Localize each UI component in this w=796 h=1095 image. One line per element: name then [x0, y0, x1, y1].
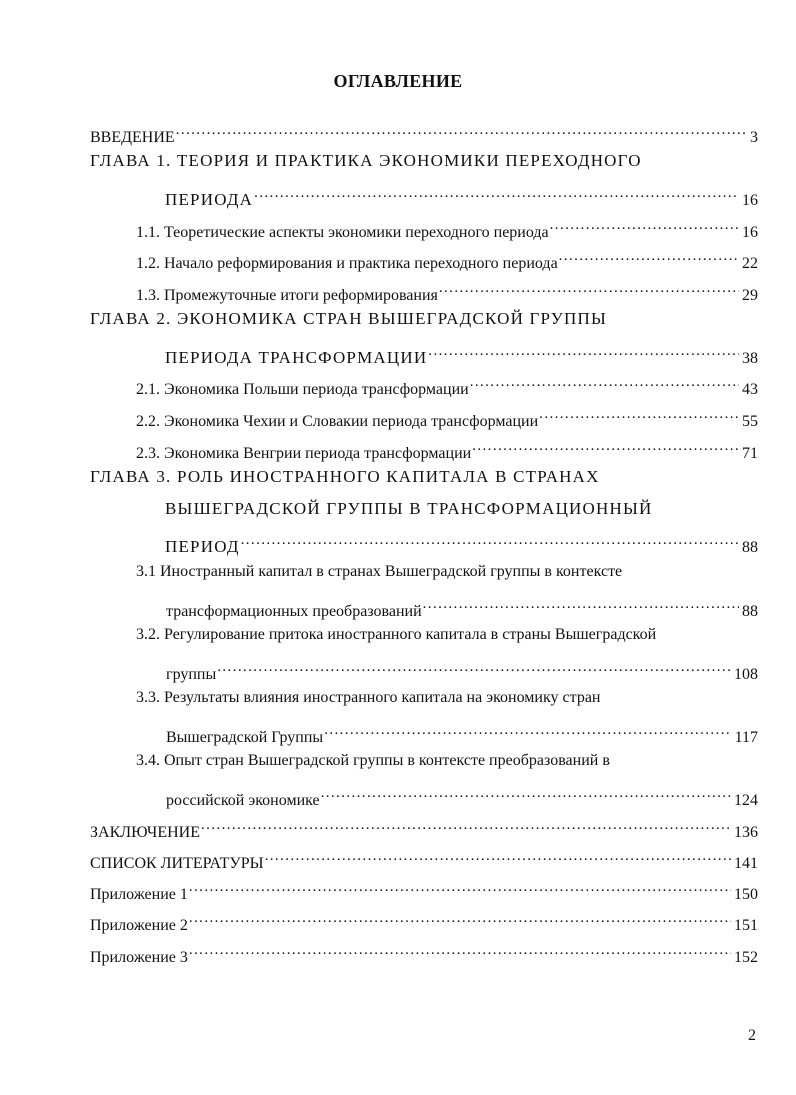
toc-page-number: 22: [742, 255, 758, 272]
toc-chapter-3-line1[interactable]: ГЛАВА 3. РОЛЬ ИНОСТРАННОГО КАПИТАЛА В СТРАНАХ: [90, 467, 600, 486]
dot-leader: [539, 402, 739, 426]
toc-chapter-1-line1[interactable]: ГЛАВА 1. ТЕОРИЯ И ПРАКТИКА ЭКОНОМИКИ ПЕРЕХОДНОГО: [90, 151, 642, 170]
dot-leader: [201, 813, 731, 837]
toc-entry-title: 2.3. Экономика Венгрии периода трансформации: [136, 445, 472, 462]
dot-leader: [470, 370, 739, 394]
toc-page-number: 117: [734, 729, 758, 746]
dot-leader: [189, 906, 731, 930]
toc-entry-title: 2.2. Экономика Чехии и Словакии периода трансформации: [136, 413, 539, 430]
toc-chapter-3[interactable]: [165, 528, 758, 556]
toc-entry-title: ПЕРИОДА ТРАНСФОРМАЦИИ: [165, 348, 428, 367]
toc-entry-conclusion[interactable]: [90, 813, 758, 841]
toc-page-number: 55: [742, 413, 758, 430]
dot-leader: [321, 781, 731, 805]
toc-page-number: 29: [742, 287, 758, 304]
toc-page-number: 16: [742, 224, 758, 241]
toc-page-number: 3: [750, 129, 758, 146]
toc-section-3-1-line1[interactable]: 3.1 Иностранный капитал в странах Вышеградской группы в контексте: [136, 563, 623, 580]
toc-page-number: 71: [742, 445, 758, 462]
toc-chapter-1[interactable]: [165, 181, 758, 209]
toc-entry-title: Приложение 3: [90, 949, 188, 966]
toc-entry-title: российской экономике: [166, 792, 320, 809]
toc-entry-intro[interactable]: [90, 118, 758, 146]
toc-entry-title: 2.1. Экономика Польши периода трансформации: [136, 381, 469, 398]
toc-chapter-3-line2[interactable]: ВЫШЕГРАДСКОЙ ГРУППЫ В ТРАНСФОРМАЦИОННЫЙ: [165, 499, 653, 518]
toc-entry-appendix-1[interactable]: [90, 875, 758, 903]
dot-leader: [324, 718, 731, 742]
dot-leader: [472, 434, 739, 458]
toc-section-3-4-line1[interactable]: 3.4. Опыт стран Вышеградской группы в контексте преобразований в: [136, 752, 610, 769]
toc-entry-title: 1.1. Теоретические аспекты экономики переходного периода: [136, 224, 549, 241]
toc-page-number: 152: [734, 949, 758, 966]
toc-section-2-3[interactable]: [136, 434, 758, 462]
toc-page-number: 124: [734, 792, 758, 809]
toc-chapter-2-line1[interactable]: ГЛАВА 2. ЭКОНОМИКА СТРАН ВЫШЕГРАДСКОЙ ГРУППЫ: [90, 309, 607, 328]
toc-page-number: 136: [734, 824, 758, 841]
toc-page-number: 43: [742, 381, 758, 398]
toc-entry-title: ВВЕДЕНИЕ: [90, 129, 175, 146]
toc-entry-title: СПИСОК ЛИТЕРАТУРЫ: [90, 855, 264, 872]
toc-entry-appendix-3[interactable]: [90, 938, 758, 966]
toc-section-3-3[interactable]: [166, 718, 758, 746]
dot-leader: [176, 118, 747, 142]
dot-leader: [254, 181, 739, 205]
dot-leader: [265, 844, 731, 868]
dot-leader: [189, 938, 731, 962]
toc-page-number: 108: [734, 666, 758, 683]
toc-section-3-4[interactable]: [166, 781, 758, 809]
toc-entry-title: ЗАКЛЮЧЕНИЕ: [90, 824, 200, 841]
toc-entry-appendix-2[interactable]: [90, 906, 758, 934]
toc-section-1-2[interactable]: [136, 244, 758, 272]
toc-entry-title: Вышеградской Группы: [166, 729, 324, 746]
toc-entry-title: 1.2. Начало реформирования и практика переходного периода: [136, 255, 558, 272]
toc-section-1-3[interactable]: [136, 276, 758, 304]
toc-entry-title: трансформационных преобразований: [166, 603, 422, 620]
toc-section-2-1[interactable]: [136, 370, 758, 398]
toc-section-3-2[interactable]: [166, 655, 758, 683]
toc-entry-title: ПЕРИОД: [165, 537, 240, 556]
toc-page-number: 16: [742, 192, 758, 209]
toc-entry-title: 1.3. Промежуточные итоги реформирования: [136, 287, 438, 304]
toc-entry-title: группы: [166, 666, 217, 683]
dot-leader: [423, 592, 739, 616]
toc-section-1-1[interactable]: [136, 213, 758, 241]
toc-entry-literature[interactable]: [90, 844, 758, 872]
dot-leader: [428, 339, 739, 363]
toc-title: ОГЛАВЛЕНИЕ: [333, 71, 463, 91]
dot-leader: [550, 213, 739, 237]
dot-leader: [217, 655, 731, 679]
toc-section-3-1[interactable]: [166, 592, 758, 620]
dot-leader: [439, 276, 739, 300]
toc-page-number: 38: [742, 350, 758, 367]
toc-section-2-2[interactable]: [136, 402, 758, 430]
dot-leader: [241, 528, 739, 552]
toc-page-number: 150: [734, 886, 758, 903]
toc-page-number: 151: [734, 917, 758, 934]
toc-entry-title: ПЕРИОДА: [165, 190, 254, 209]
toc-section-3-3-line1[interactable]: 3.3. Результаты влияния иностранного капитала на экономику стран: [136, 689, 601, 706]
toc-section-3-2-line1[interactable]: 3.2. Регулирование притока иностранного капитала в страны Вышеградской: [136, 626, 657, 643]
toc-entry-title: Приложение 1: [90, 886, 188, 903]
dot-leader: [559, 244, 739, 268]
toc-page-number: 88: [742, 539, 758, 556]
dot-leader: [189, 875, 731, 899]
page-number: 2: [748, 1027, 756, 1044]
toc-chapter-2[interactable]: [165, 339, 758, 367]
toc-page-number: 141: [734, 855, 758, 872]
toc-page-number: 88: [742, 603, 758, 620]
toc-entry-title: Приложение 2: [90, 917, 188, 934]
